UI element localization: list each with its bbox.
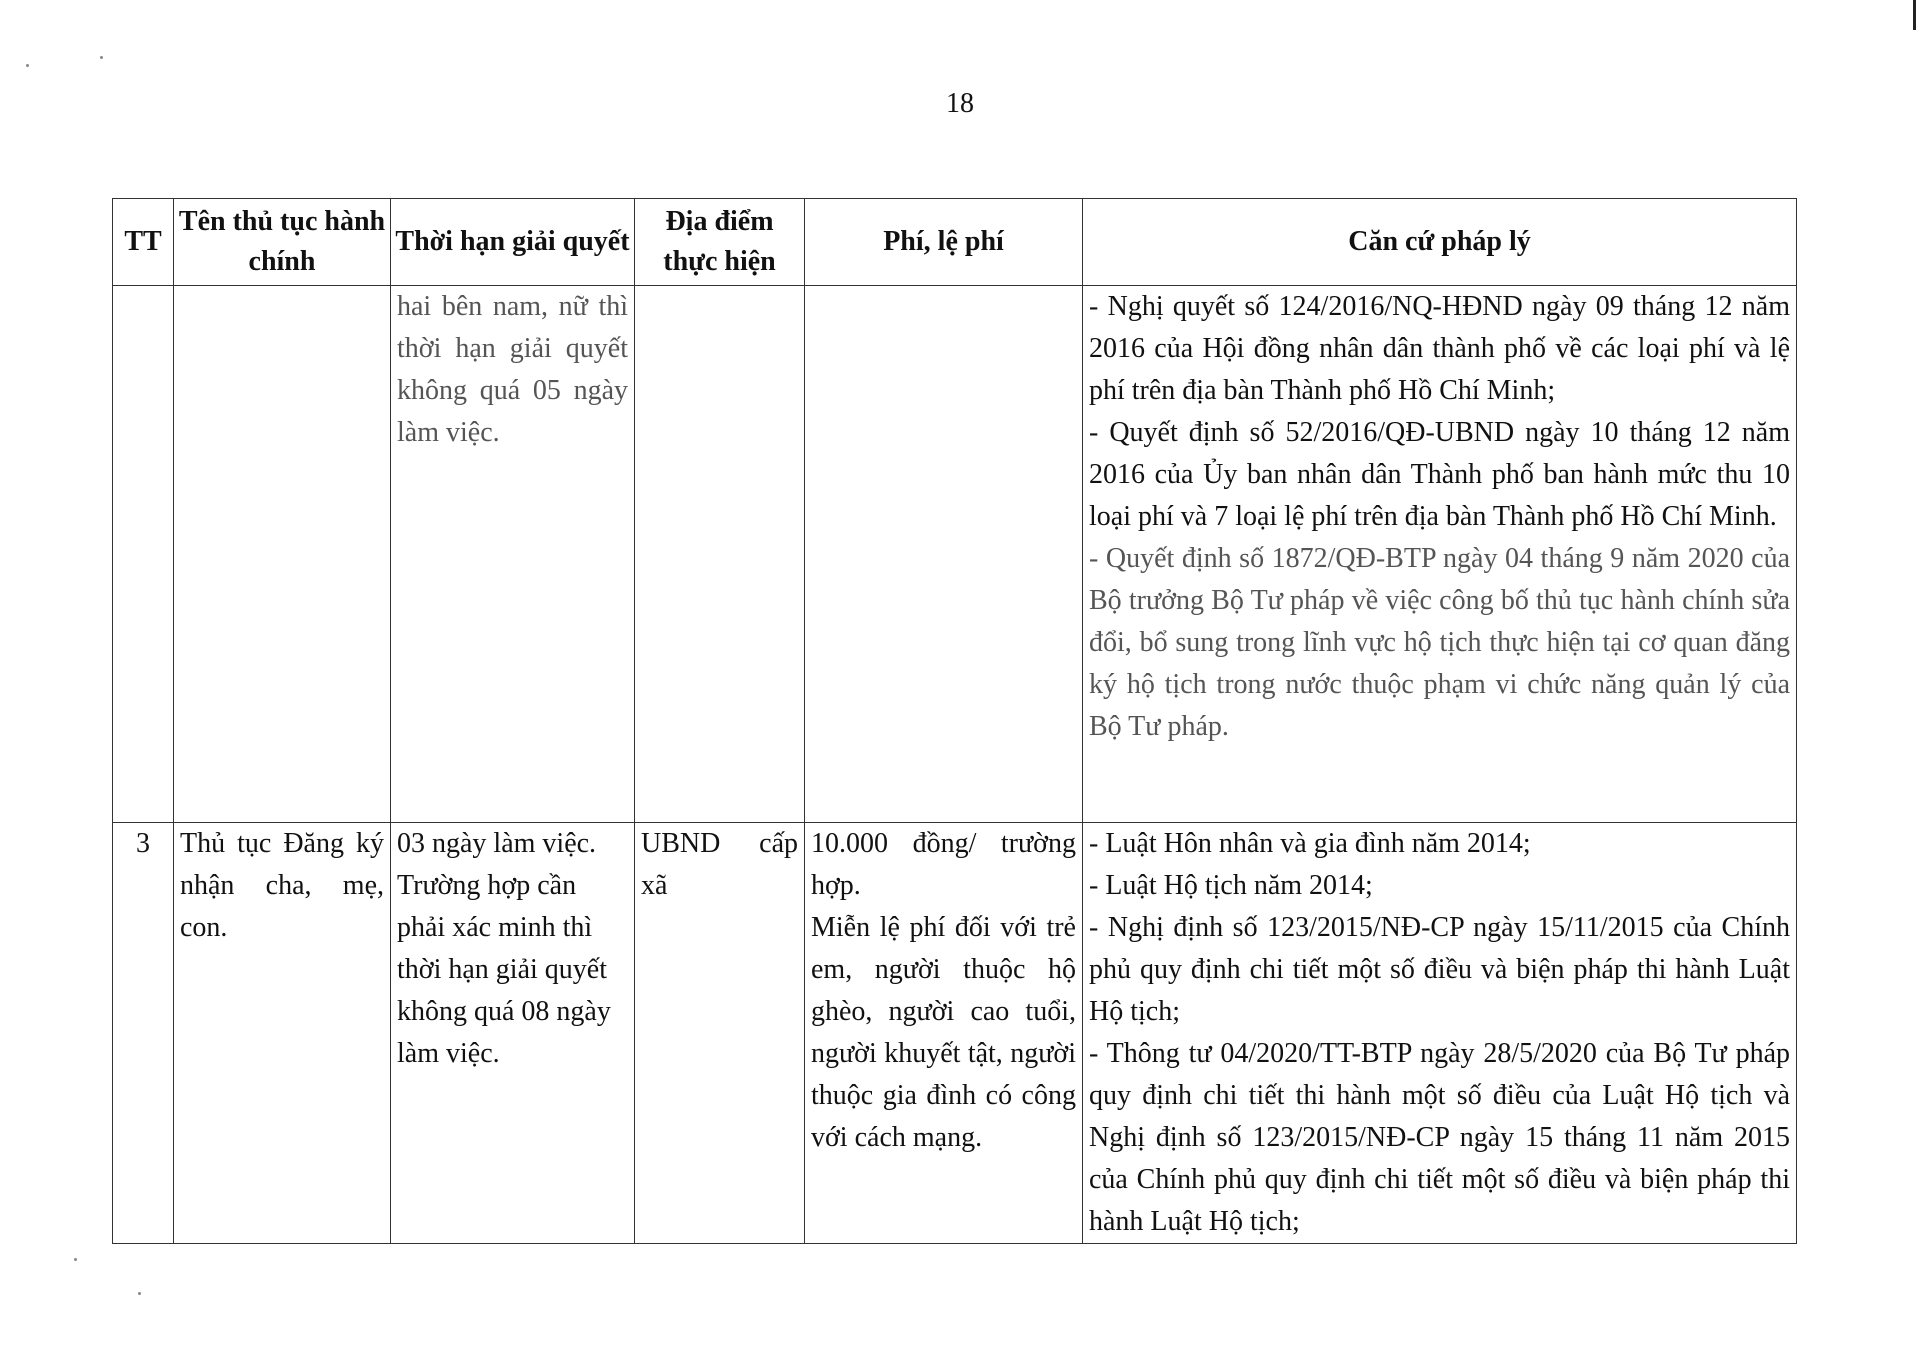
header-legal-basis: Căn cứ pháp lý xyxy=(1083,199,1797,286)
legal-item: - Quyết định số 1872/QĐ-BTP ngày 04 tháng 9 năm 2020 của Bộ trưởng Bộ Tư pháp về việc công bố thủ tục hành chính sửa đổi, bổ sung trong lĩnh vực hộ tịch thực hiện tại cơ quan đăng ký hộ tịch trong nước thuộc phạm vi chức năng quản lý của Bộ Tư pháp. xyxy=(1089,543,1790,742)
header-deadline: Thời hạn giải quyết xyxy=(391,199,635,286)
cell-tt xyxy=(113,286,174,823)
table-header-row xyxy=(113,199,1797,286)
scan-speck xyxy=(26,64,29,67)
cell-fee xyxy=(805,823,1083,1244)
header-location: Địa điểm thực hiện xyxy=(635,199,805,286)
scan-edge-mark xyxy=(1913,0,1916,30)
header-procedure-name: Tên thủ tục hành chính xyxy=(174,199,391,286)
procedure-table xyxy=(112,198,1797,1244)
cell-legal-basis xyxy=(1083,286,1797,823)
cell-deadline: hai bên nam, nữ thì thời hạn giải quyết không quá 05 ngày làm việc. xyxy=(391,286,635,823)
legal-item: - Quyết định số 52/2016/QĐ-UBND ngày 10 tháng 12 năm 2016 của Ủy ban nhân dân Thành phố ban hành mức thu 10 loại phí và 7 loại lệ phí trên địa bàn Thành phố Hồ Chí Minh. xyxy=(1089,417,1790,532)
header-tt: TT xyxy=(113,199,174,286)
legal-item: - Nghị quyết số 124/2016/NQ-HĐND ngày 09 tháng 12 năm 2016 của Hội đồng nhân dân thành phố về các loại phí và lệ phí trên địa bàn Thành phố Hồ Chí Minh; xyxy=(1089,291,1790,406)
scan-speck xyxy=(138,1292,141,1295)
cell-fee xyxy=(805,286,1083,823)
legal-item: - Luật Hộ tịch năm 2014; xyxy=(1089,870,1373,901)
cell-legal-basis xyxy=(1083,823,1797,1244)
header-fee: Phí, lệ phí xyxy=(805,199,1083,286)
scan-speck xyxy=(74,1258,77,1261)
legal-item: - Luật Hôn nhân và gia đình năm 2014; xyxy=(1089,828,1531,859)
legal-item: - Thông tư 04/2020/TT-BTP ngày 28/5/2020 của Bộ Tư pháp quy định chi tiết thi hành một số điều của Luật Hộ tịch và Nghị định số 123/2015/NĐ-CP ngày 15 tháng 11 năm 2015 của Chính phủ quy định chi tiết một số điều và biện pháp thi hành Luật Hộ tịch; xyxy=(1089,1038,1790,1237)
cell-tt: 3 xyxy=(113,823,174,1244)
cell-procedure-name xyxy=(174,286,391,823)
cell-deadline: 03 ngày làm việc. Trường hợp cần phải xác minh thì thời hạn giải quyết không quá 08 ngày làm việc. xyxy=(391,823,635,1244)
cell-procedure-name: Thủ tục Đăng ký nhận cha, mẹ, con. xyxy=(174,823,391,1244)
legal-item: - Nghị định số 123/2015/NĐ-CP ngày 15/11/2015 của Chính phủ quy định chi tiết một số điều và biện pháp thi hành Luật Hộ tịch; xyxy=(1089,912,1790,1027)
fee-item: 10.000 đồng/ trường hợp. xyxy=(811,828,1076,901)
cell-location xyxy=(635,286,805,823)
table-row xyxy=(113,823,1797,1244)
page-number: 18 xyxy=(946,88,974,119)
cell-location: UBND cấp xã xyxy=(635,823,805,1244)
table-row xyxy=(113,286,1797,823)
fee-item: Miễn lệ phí đối với trẻ em, người thuộc hộ ghèo, người cao tuổi, người khuyết tật, người thuộc gia đình có công với cách mạng. xyxy=(811,912,1076,1153)
scan-speck xyxy=(100,56,103,59)
